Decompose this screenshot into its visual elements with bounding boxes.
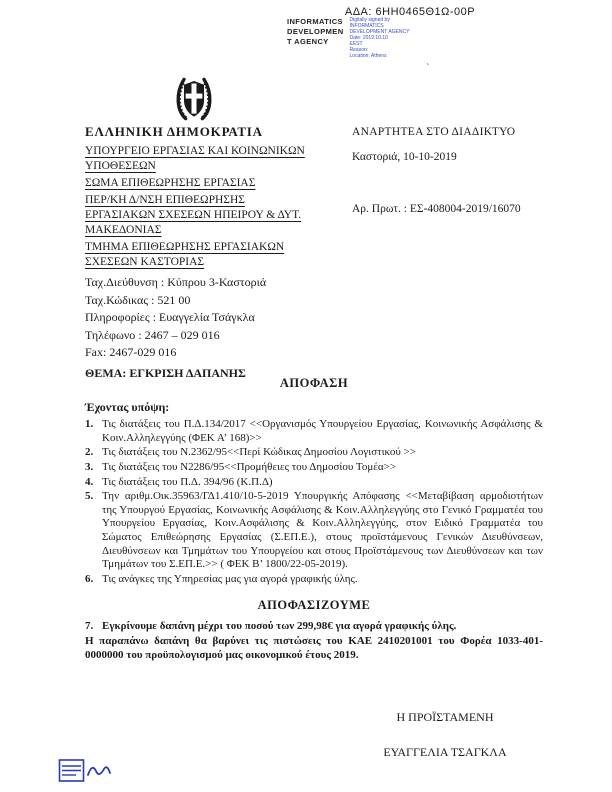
signatory-name: ΕΥΑΓΓΕΛΙΑ ΤΣΑΓΚΛΑ [383,745,507,759]
postal-code-line: Ταχ.Κώδικας : 521 00 [85,292,191,307]
ministry-name: ΥΠΟΥΡΓΕΙΟ ΕΡΓΑΣΙΑΣ ΚΑΙ ΚΟΙΝΩΝΙΚΩΝ ΥΠΟΘΕΣΕΩΝ [85,145,305,172]
stamp-agency-line: T AGENCY [287,37,329,47]
republic-title: ΕΛΛΗΝΙΚΗ ΔΗΜΟΚΡΑΤΙΑ [85,124,263,139]
stamp-sig-line: Location: Athens [349,53,387,59]
decision-body [85,376,543,663]
regional-directorate-name: ΠΕΡ/ΚΗ Δ/ΝΣΗ ΕΠΙΘΕΩΡΗΣΗΣ ΕΡΓΑΣΙΑΚΩΝ ΣΧΕΣΕΩΝ ΗΠΕΙΡΟΥ & ΔΥΤ. ΜΑΚΕΔΟΝΙΑΣ [85,194,302,236]
closing-paragraph: Η παραπάνω δαπάνη θα βαρύνει τις πιστώσεις του ΚΑΕ 2410201001 του Φορέα 1033-401-0000000 του προϋπολογισμού μας οικονομικού έτους 2019. [85,635,543,662]
signatory-title: Η ΠΡΟΪΣΤΑΜΕΝΗ [396,710,494,724]
item-number: 4. [85,475,94,488]
stray-scan-mark: ` [426,62,430,74]
list-item [85,573,543,587]
list-item [85,446,543,460]
subject-line: ΘΕΜΑ: ΕΓΚΡΙΣΗ ΔΑΠΑΝΗΣ [85,365,246,380]
decide-heading: ΑΠΟΦΑΣΙΖΟΥΜΕ [257,597,371,612]
decision-title: ΑΠΟΦΑΣΗ [279,376,349,390]
list-item [85,418,543,445]
stamp-signature-details [350,17,410,59]
department-name: ΤΜΗΜΑ ΕΠΙΘΕΩΡΗΣΗΣ ΕΡΓΑΣΙΑΚΩΝ ΣΧΕΣΕΩΝ ΚΑΣΤΟΡΙΑΣ [85,241,285,268]
signature-block [350,710,540,760]
item-text: Τις διατάξεις του Ν2286/95<<Προμήθειες του Δημοσίου Τομέα>> [102,460,397,473]
list-item [85,490,543,572]
stamp-agency-line: DEVELOPMEN [287,27,344,37]
item-number: 2. [85,446,94,459]
greek-coat-of-arms-icon [172,76,216,122]
ada-number: ΑΔΑ: 6ΗΗ0465Θ1Ω-00Ρ [344,6,476,18]
stamp-sig-line: EEST [349,41,363,47]
item-text: Τις ανάγκες της Υπηρεσίας μας για αγορά γραφικής ύλης. [102,572,358,585]
blue-ink-stamp [58,757,112,785]
approval-item [85,620,543,634]
information-contact-line: Πληροφορίες : Ευαγγελία Τσάγκλα [85,310,255,324]
item-text: Εγκρίνουμε δαπάνη μέχρι του ποσού των 299,98€ για αγορά γραφικής ύλης. [102,619,457,632]
protocol-number: Αρ. Πρωτ. : ΕΣ-408004-2019/16070 [352,203,521,215]
item-number: 3. [85,460,94,473]
stamp-sig-line: INFORMATICS [349,23,384,29]
item-text: Την αριθμ.Οικ.35963/ΓΔ1.410/10-5-2019 Υπουργικής Απόφασης <<Μεταβίβαση αρμοδιοτήτων της Υπουργού Εργασίας, Κοινωνικής Ασφάλισης & Κοιν.Αλληλεγγύης στο Γενικό Γραμματέα του Υπουργείου Εργασίας, Κοιν.Ασφάλισης & Κοιν.Αλληλεγγύης, στον Ειδικό Γραμματέα του Σώματος Επιθεώρησης Εργασίας (Σ.ΕΠ.Ε.), στους προϊστάμενους Γενικών Διευθύνσεων, Διευθύνσεων και Τμημάτων του Υπουργείου και στους Προϊστάμενους των Διευθύνσεων και των Τμημάτων του Σ.ΕΠ.Ε.>> ( ΦΕΚ Β’ 1800/22-05-2019). [102,490,543,571]
stamp-sig-line: Digitally signed by [349,17,390,23]
document-meta [352,126,564,215]
item-text: Τις διατάξεις του Π.Δ. 394/96 (Κ.Π.Δ) [102,475,273,488]
item-number: 5. [85,490,94,503]
stamp-agency-line: INFORMATICS [287,17,343,26]
stamp-sig-line: DEVELOPMENT AGENCY [349,29,410,35]
list-item [85,476,543,490]
postal-address-line: Ταχ.Διεύθυνση : Κύπρου 3-Καστοριά [85,275,267,289]
fax-line: Fax: 2467-029 016 [85,345,177,359]
list-item [85,461,543,475]
digital-signature-stamp [287,17,409,59]
having-regard-label: Έχοντας υπόψη: [85,400,170,414]
item-number: 1. [85,418,94,430]
internet-posting-notice: ΑΝΑΡΤΗΤΕΑ ΣΤΟ ΔΙΑΔΙΚΤΥΟ [352,126,516,138]
stamp-sig-line: Date: 2019.10.10 [349,35,388,41]
stamp-agency-name [287,17,344,59]
stamp-sig-line: Reason: [349,47,369,53]
item-number: 6. [85,572,94,585]
inspection-body-name: ΣΩΜΑ ΕΠΙΘΕΩΡΗΣΗΣ ΕΡΓΑΣΙΑΣ [85,177,256,189]
item-number: 7. [85,619,94,632]
contact-block [85,274,315,362]
item-text: Τις διατάξεις του Ν.2362/95<<Περί Κώδικας Δημοσίου Λογιστικού >> [102,446,416,459]
item-text: Τις διατάξεις του Π.Δ.134/2017 <<Οργανισμός Υπουργείου Εργασίας, Κοινωνικής Ασφάλισης & Κοιν.Αλληλεγγύης (ΦΕΚ Α’ 168)>> [102,418,543,444]
letterhead [85,124,315,381]
place-and-date: Καστοριά, 10-10-2019 [352,151,457,163]
phone-line: Τηλέφωνο : 2467 – 029 016 [85,327,220,342]
